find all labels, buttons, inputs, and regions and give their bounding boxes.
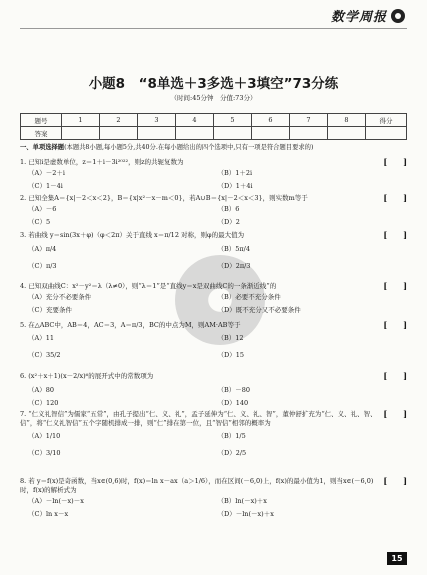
section-heading: [20, 143, 410, 152]
brand-logo-icon: [391, 9, 405, 23]
question-5: [20, 321, 407, 360]
option: （D）140: [217, 399, 249, 407]
option: （B）1＋2i: [217, 169, 253, 177]
page-subtitle: （时间:45分钟 分值:73分）: [170, 94, 257, 102]
answer-label: 答案: [21, 127, 62, 140]
answer-bracket[interactable]: [ ]: [383, 371, 407, 381]
option: （C）3/10: [28, 449, 61, 457]
answer-row: [21, 127, 407, 140]
question-6: [20, 372, 407, 408]
section-title: 一、单项选择题: [20, 144, 65, 151]
question-8: [20, 477, 407, 519]
option: （A）－2＋i: [28, 169, 65, 177]
brand-name: 数学周报: [330, 10, 387, 25]
question-2: [20, 194, 407, 227]
question-stem: 6. (x²＋x＋1)(x－2/x)⁶的展开式中的常数项为: [20, 372, 154, 380]
page-title: 小题8 “8单选＋3多选＋3填空”73分练: [88, 76, 339, 92]
option: （A）充分不必要条件: [28, 293, 92, 301]
question-stem: 7. “仁义礼智信”为儒家“五常”，由孔子提出“仁、义、礼”，孟子延伸为“仁、义、礼、智”，董仲舒扩充为“仁、义、礼、智、信”，将“仁义礼智信”五个字随机排成一排，则“仁”排在第一位，且“智信”相邻的概率为: [20, 410, 377, 427]
page-number: 15: [387, 552, 407, 565]
header-rule: [20, 28, 407, 29]
question-stem: 4. 已知双曲线C：x²－y²＝λ（λ≠0），则“λ＝1”是“直线y＝x是双曲线C的一条渐近线”的: [20, 282, 277, 290]
option: （B）12: [217, 334, 244, 342]
option: （B）1/5: [217, 432, 246, 440]
option: （D）－ln(－x)＋x: [217, 510, 274, 518]
option: （C）ln x－x: [28, 510, 69, 518]
option: （A）－ln(－x)－x: [28, 497, 84, 505]
option: （C）120: [28, 399, 59, 407]
score-cell: 4: [176, 114, 214, 127]
answer-cell[interactable]: [252, 127, 290, 140]
answer-cell[interactable]: [62, 127, 100, 140]
answer-bracket[interactable]: [ ]: [383, 320, 407, 330]
option: （D）既不充分又不必要条件: [217, 306, 301, 314]
option: （B）ln(－x)＋x: [217, 497, 267, 505]
answer-cell[interactable]: [176, 127, 214, 140]
header-brand: [331, 6, 405, 25]
option: （B）必要不充分条件: [217, 293, 281, 301]
question-7: [20, 410, 407, 458]
score-cell: 7: [290, 114, 328, 127]
option: （D）2π/3: [217, 262, 251, 270]
answer-cell[interactable]: [290, 127, 328, 140]
option: （A）80: [28, 386, 54, 394]
answer-bracket[interactable]: [ ]: [383, 230, 407, 240]
option: （D）2: [217, 218, 240, 226]
answer-bracket[interactable]: [ ]: [383, 157, 407, 167]
answer-bracket[interactable]: [ ]: [383, 409, 407, 419]
score-cell: 2: [100, 114, 138, 127]
score-cell: 题号: [21, 114, 62, 127]
option: （C）π/3: [28, 262, 57, 270]
score-cell: 5: [214, 114, 252, 127]
question-stem: 8. 若 y＝f(x)是奇函数，当x∈(0,6)时，f(x)＝ln x－ax（a＞1/6），而在区间(－6,0)上，f(x)的最小值为1，则当x∈(－6,0)时，f(x)的解析式为: [20, 477, 374, 494]
score-table: [20, 113, 407, 140]
answer-cell[interactable]: [100, 127, 138, 140]
answer-bracket[interactable]: [ ]: [383, 281, 407, 291]
answer-cell[interactable]: [138, 127, 176, 140]
option: （A）π/4: [28, 245, 57, 253]
option: （C）5: [28, 218, 51, 226]
option: （A）－6: [28, 205, 57, 213]
question-stem: 1. 已知i是虚数单位，z＝1＋i－3i²⁰²²，则z的共轭复数为: [20, 158, 184, 166]
option: （A）1/10: [28, 432, 61, 440]
option: （D）1＋4i: [217, 182, 253, 190]
score-cell: 8: [328, 114, 366, 127]
score-cell: 6: [252, 114, 290, 127]
option: （D）2/5: [217, 449, 247, 457]
question-stem: 5. 在△ABC中，AB＝4，AC＝3，A＝π/3，BC的中点为M，则AM·AB等于: [20, 321, 241, 329]
option: （D）15: [217, 351, 244, 359]
answer-cell[interactable]: [328, 127, 366, 140]
answer-bracket[interactable]: [ ]: [383, 476, 407, 486]
answer-cell[interactable]: [366, 127, 407, 140]
question-stem: 3. 若曲线 y＝sin(3x＋φ)（φ＜2π）关于直线 x＝π/12 对称，则φ的最大值为: [20, 231, 245, 239]
score-cell: 3: [138, 114, 176, 127]
option: （C）1－4i: [28, 182, 63, 190]
score-cell: 得分: [366, 114, 407, 127]
option: （C）充要条件: [28, 306, 72, 314]
question-1: [20, 158, 407, 191]
question-3: [20, 231, 407, 271]
option: （B）6: [217, 205, 240, 213]
answer-bracket[interactable]: [ ]: [383, 193, 407, 203]
question-4: [20, 282, 407, 315]
option: （C）35/2: [28, 351, 61, 359]
option: （B）－80: [217, 386, 251, 394]
section-instruction: (本题共8小题,每小题5分,共40分.在每小题给出的四个选项中,只有一项是符合题目要求的): [64, 144, 314, 151]
option: （B）5π/4: [217, 245, 251, 253]
answer-cell[interactable]: [214, 127, 252, 140]
score-header-row: [21, 114, 407, 127]
score-cell: 1: [62, 114, 100, 127]
option: （A）11: [28, 334, 54, 342]
question-stem: 2. 已知全集A＝{x|－2＜x＜2}，B＝{x|x²－x－m＜0}，若A∪B＝{x|－2＜x＜3}，则实数m等于: [20, 194, 308, 202]
